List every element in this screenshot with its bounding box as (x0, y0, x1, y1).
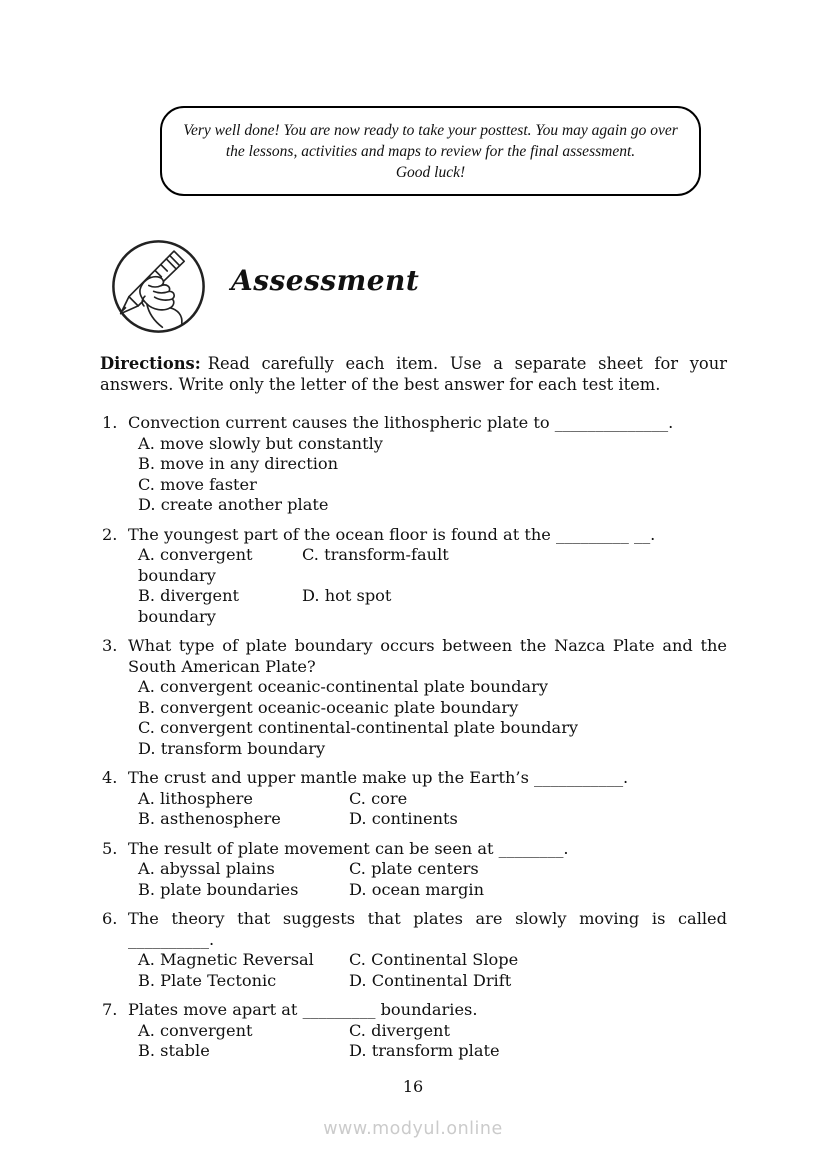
option-d: D. transform boundary (138, 738, 326, 758)
question-3-options (138, 677, 727, 759)
option-b: B. asthenosphere (138, 809, 281, 828)
directions-paragraph (100, 354, 727, 396)
option-a: A. lithosphere (138, 788, 254, 808)
option-b: B. convergent oceanic-oceanic plate boundary (138, 697, 519, 717)
directions-text: Read carefully each item. Use a separate sheet for your answers. Write only the letter of the best answer for each test item. (100, 354, 727, 394)
option-d: D. ocean margin (349, 879, 485, 899)
question-text: The theory that suggests that plates are slowly moving is called __________. (128, 909, 727, 949)
option-a: A. move slowly but constantly (138, 433, 383, 453)
question-7 (100, 1000, 727, 1062)
option-c: C. convergent continental-continental plate boundary (138, 718, 579, 737)
question-1-options (138, 434, 727, 516)
question-list (100, 413, 727, 1071)
page-title: Assessment (231, 264, 420, 297)
option-d: D. Continental Drift (349, 970, 512, 990)
question-number: 3. (102, 636, 118, 655)
option-a: A. convergent (138, 1020, 253, 1040)
question-4 (100, 768, 727, 830)
question-text: The result of plate movement can be seen at ________. (128, 838, 569, 858)
option-a: A. abyssal plains (138, 859, 275, 878)
question-5 (100, 839, 727, 901)
option-c: C. core (349, 788, 408, 808)
callout-line-2: the lessons, activities and maps to review for the final assessment. (225, 143, 636, 160)
option-b: B. plate boundaries (138, 879, 299, 899)
question-text: Plates move apart at _________ boundaries. (128, 1000, 478, 1019)
option-a: A. Magnetic Reversal (138, 950, 314, 969)
question-number: 7. (102, 1000, 118, 1019)
question-7-options (138, 1021, 727, 1062)
question-number: 5. (102, 838, 118, 858)
question-number: 2. (102, 524, 118, 544)
option-b: B. stable (138, 1041, 210, 1060)
question-number: 1. (102, 413, 118, 432)
option-d: D. transform plate (349, 1041, 500, 1060)
option-b: B. Plate Tectonic (138, 970, 277, 990)
option-a: A. convergent boundary (138, 545, 253, 585)
question-number: 6. (102, 909, 118, 928)
assessment-header (110, 238, 419, 335)
writing-hand-icon (110, 238, 207, 335)
option-a: A. convergent oceanic-continental plate boundary (138, 677, 548, 696)
question-1 (100, 413, 727, 516)
directions-label: Directions: (100, 354, 201, 373)
option-b: B. divergent boundary (138, 586, 240, 626)
question-number: 4. (102, 768, 118, 787)
posttest-callout-box (160, 106, 701, 196)
callout-line-1: Very well done! You are now ready to take your posttest. You may again go over (183, 122, 678, 139)
question-4-options (138, 789, 727, 830)
option-d: D. continents (349, 809, 458, 828)
option-c: C. divergent (349, 1020, 450, 1040)
question-text: The crust and upper mantle make up the Earth’s ___________. (128, 768, 629, 787)
question-text: Convection current causes the lithospheric plate to ______________. (128, 413, 674, 432)
option-c: C. Continental Slope (349, 950, 519, 969)
question-5-options (138, 859, 727, 900)
option-c: C. transform-fault (302, 545, 449, 564)
watermark-text: www.modyul.online (323, 1119, 503, 1139)
question-text: What type of plate boundary occurs between the Nazca Plate and the South American Plate? (128, 636, 727, 676)
option-d: D. hot spot (302, 586, 392, 605)
option-d: D. create another plate (138, 495, 329, 514)
question-6-options (138, 950, 727, 991)
option-c: C. plate centers (349, 859, 479, 878)
option-c: C. move faster (138, 474, 257, 494)
page-number: 16 (402, 1077, 424, 1096)
question-3 (100, 636, 727, 759)
callout-line-3: Good luck! (395, 164, 466, 181)
question-6 (100, 909, 727, 991)
option-b: B. move in any direction (138, 454, 339, 473)
question-2 (100, 525, 727, 628)
question-2-options (138, 545, 727, 627)
question-text: The youngest part of the ocean floor is found at the _________ __. (128, 524, 656, 544)
